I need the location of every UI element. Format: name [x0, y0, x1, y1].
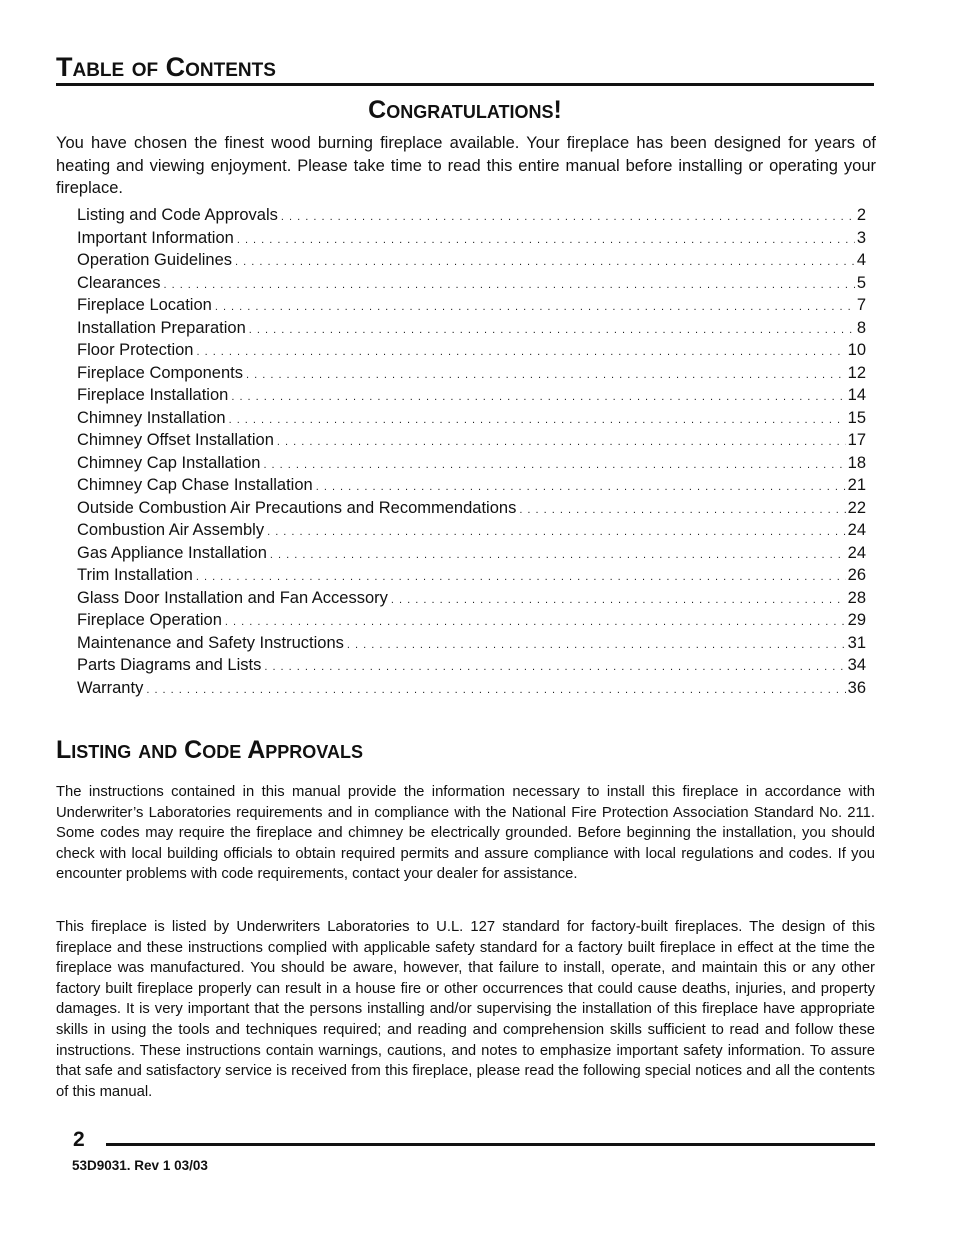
toc-entry-page: 15: [847, 408, 866, 427]
toc-leader-dots: [146, 679, 845, 702]
toc-leader-dots: [270, 544, 846, 567]
toc-leader-dots: [229, 409, 846, 432]
toc-entry[interactable]: [77, 227, 866, 250]
toc-entry[interactable]: [77, 497, 866, 520]
toc-leader-dots: [316, 476, 846, 499]
toc-entry-page: 29: [847, 611, 866, 629]
toc-entry-title: Clearances: [77, 273, 161, 292]
toc-entry-page: 4: [856, 251, 866, 269]
toc-leader-dots: [196, 341, 845, 364]
toc-entry-page: 7: [856, 296, 866, 314]
listing-paragraph: The instructions contained in this manual provide the information necessary to install this fireplace in accordance with Underwriter’s Laboratories requirements and in compliance with the National Fire Protection Association Standard No. 211. Some codes may require the fireplace and chimney be electrically grounded. Before beginning the installation, you should check with local building officials to obtain required permits and assure compliance with local regulations and codes. If you encounter problems with code requirements, contact your dealer for assistance.: [56, 784, 875, 883]
toc-entry-page: 24: [847, 521, 866, 539]
toc-entry[interactable]: [77, 294, 866, 317]
toc-leader-dots: [225, 611, 846, 634]
toc-entry[interactable]: [77, 474, 866, 497]
toc-entry-page: 12: [847, 363, 866, 382]
congratulations-title: Congratulations!: [368, 96, 562, 124]
toc-entry-page: 2: [856, 206, 866, 224]
toc-entry[interactable]: [77, 519, 866, 542]
toc-entry-title: Fireplace Operation: [77, 611, 222, 629]
toc-entry-page: 14: [847, 386, 866, 404]
toc-entry-title: Parts Diagrams and Lists: [77, 656, 262, 674]
toc-entry-page: 5: [856, 273, 866, 292]
toc-entry[interactable]: [77, 429, 866, 452]
document-code: 53D9031. Rev 1 03/03: [72, 1158, 208, 1173]
toc-leader-dots: [249, 319, 855, 342]
toc-entry[interactable]: [77, 272, 866, 295]
toc-leader-dots: [231, 386, 845, 409]
toc-entry[interactable]: [77, 339, 866, 362]
listing-section-title: Listing and Code Approvals: [56, 736, 363, 764]
toc-leader-dots: [347, 634, 846, 657]
toc-entry-title: Combustion Air Assembly: [77, 521, 265, 539]
toc-entry-page: 3: [856, 228, 866, 247]
toc-leader-dots: [264, 656, 845, 679]
toc-entry-title: Fireplace Location: [77, 296, 212, 314]
toc-leader-dots: [277, 431, 846, 454]
toc-entry-title: Trim Installation: [77, 566, 193, 584]
toc-entry-title: Glass Door Installation and Fan Accessory: [77, 588, 388, 607]
toc-entry-page: 18: [847, 453, 866, 472]
toc-entry-page: 10: [847, 341, 866, 359]
toc-entry-title: Warranty: [77, 678, 144, 697]
toc-entry[interactable]: [77, 632, 866, 655]
toc-entry[interactable]: [77, 362, 866, 385]
toc-entry-page: 22: [847, 498, 866, 517]
toc-entry[interactable]: [77, 587, 866, 610]
toc-entry[interactable]: [77, 452, 866, 475]
toc-entry-page: 31: [847, 633, 866, 652]
toc-entry-title: Fireplace Components: [77, 363, 243, 382]
toc-entry-page: 34: [847, 656, 866, 674]
toc-entry-page: 24: [847, 543, 866, 562]
toc-leader-dots: [246, 364, 846, 387]
toc-entry-title: Important Information: [77, 228, 234, 247]
page-heading: Table of Contents: [56, 52, 874, 86]
toc-entry-title: Outside Combustion Air Precautions and Recommendations: [77, 498, 517, 517]
page-number: 2: [73, 1128, 85, 1151]
toc-entry-title: Fireplace Installation: [77, 386, 229, 404]
toc-leader-dots: [519, 499, 845, 522]
toc-entry-title: Listing and Code Approvals: [77, 206, 278, 224]
toc-leader-dots: [237, 229, 855, 252]
toc-entry-title: Installation Preparation: [77, 318, 246, 337]
toc-entry-page: 26: [847, 566, 866, 584]
toc-leader-dots: [391, 589, 846, 612]
toc-leader-dots: [235, 251, 855, 274]
toc-entry-title: Maintenance and Safety Instructions: [77, 633, 344, 652]
toc-entry[interactable]: [77, 407, 866, 430]
toc-entry-title: Operation Guidelines: [77, 251, 233, 269]
toc-entry-page: 36: [847, 678, 866, 697]
toc-entry-title: Gas Appliance Installation: [77, 543, 267, 562]
toc-leader-dots: [263, 454, 845, 477]
toc-entry[interactable]: [77, 654, 866, 677]
toc-entry[interactable]: [77, 609, 866, 632]
toc-leader-dots: [196, 566, 846, 589]
toc-entry-page: 28: [847, 588, 866, 607]
toc-list: [77, 204, 866, 699]
congratulations-intro: You have chosen the finest wood burning fireplace available. Your fireplace has been designed for years of heating and viewing enjoyment. Please take time to read this entire manual before installing or operating your fireplace.: [56, 134, 876, 197]
listing-paragraph: This fireplace is listed by Underwriters Laboratories to U.L. 127 standard for factory-built fireplaces. The design of this fireplace and these instructions complied with applicable safety standard for a factory built fireplace in effect at the time the fireplace was manufactured. You should be aware, however, that failure to install, operate, and maintain this or any other factory built fireplace properly can result in a house fire or other occurrences that could cause deaths, injuries, and property damages. It is very important that the persons installing and/or supervising the installation of this fireplace have appropriate skills in using the tools and techniques required; and reading and comprehension skills sufficient to read and follow these instructions. These instructions contain warnings, cautions, and notes to emphasize important safety information. To assure that safe and satisfactory service is received from this fireplace, please read the following special notices and all the contents of this manual.: [56, 919, 875, 1100]
toc-entry-page: 21: [847, 476, 866, 494]
toc-entry[interactable]: [77, 249, 866, 272]
toc-entry[interactable]: [77, 384, 866, 407]
toc-entry-title: Chimney Cap Installation: [77, 453, 261, 472]
toc-entry-page: 17: [847, 431, 866, 449]
toc-entry-title: Floor Protection: [77, 341, 194, 359]
toc-leader-dots: [267, 521, 846, 544]
toc-entry-title: Chimney Cap Chase Installation: [77, 476, 313, 494]
toc-entry-title: Chimney Offset Installation: [77, 431, 274, 449]
toc-entry[interactable]: [77, 542, 866, 565]
footer-rule: [106, 1143, 875, 1146]
toc-entry[interactable]: [77, 204, 866, 227]
toc-entry[interactable]: [77, 564, 866, 587]
toc-leader-dots: [281, 206, 855, 229]
toc-leader-dots: [163, 274, 854, 297]
toc-entry[interactable]: [77, 677, 866, 700]
toc-entry[interactable]: [77, 317, 866, 340]
toc-entry-page: 8: [856, 318, 866, 337]
toc-entry-title: Chimney Installation: [77, 408, 226, 427]
toc-leader-dots: [215, 296, 855, 319]
